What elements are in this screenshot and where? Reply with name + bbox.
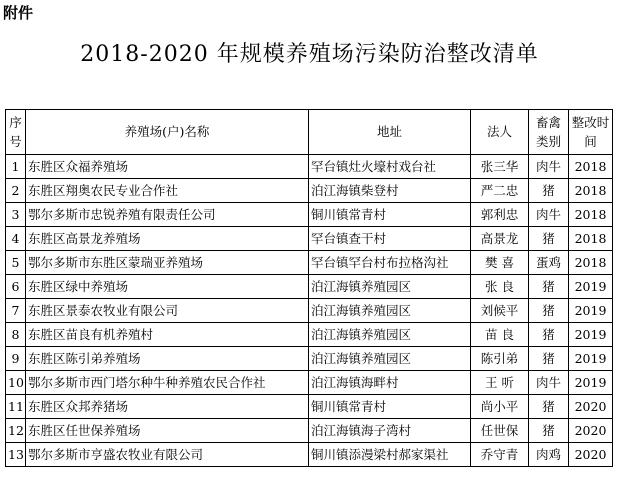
table-row — [6, 251, 613, 275]
cell-legal-rep: 苗 良 — [471, 323, 529, 347]
header-legal-rep: 法人 — [471, 110, 529, 155]
cell-farm-name: 东胜区众福养殖场 — [26, 155, 309, 179]
attachment-label: 附件 — [3, 4, 34, 22]
cell-livestock-type: 猪 — [529, 275, 569, 299]
table-row — [6, 443, 613, 467]
cell-legal-rep: 王 听 — [471, 371, 529, 395]
cell-livestock-type: 肉鸡 — [529, 443, 569, 467]
table-row — [6, 323, 613, 347]
cell-rectify-time: 2019 — [569, 323, 613, 347]
cell-farm-name: 东胜区绿中养殖场 — [26, 275, 309, 299]
cell-farm-name: 东胜区众邦养猪场 — [26, 395, 309, 419]
cell-farm-name: 鄂尔多斯市亨盛农牧业有限公司 — [26, 443, 309, 467]
cell-farm-name: 东胜区陈引弟养殖场 — [26, 347, 309, 371]
cell-rectify-time: 2018 — [569, 251, 613, 275]
cell-index: 4 — [6, 227, 26, 251]
cell-livestock-type: 肉牛 — [529, 203, 569, 227]
cell-livestock-type: 肉牛 — [529, 155, 569, 179]
cell-livestock-type: 蛋鸡 — [529, 251, 569, 275]
cell-address: 铜川镇常青村 — [309, 395, 471, 419]
cell-farm-name: 东胜区任世保养殖场 — [26, 419, 309, 443]
cell-index: 1 — [6, 155, 26, 179]
cell-livestock-type: 猪 — [529, 419, 569, 443]
cell-address: 泊江海镇养殖园区 — [309, 323, 471, 347]
cell-livestock-type: 猪 — [529, 299, 569, 323]
header-index: 序号 — [6, 110, 26, 155]
table-row — [6, 395, 613, 419]
cell-legal-rep: 任世保 — [471, 419, 529, 443]
rectification-table — [5, 109, 613, 467]
header-rectify-time: 整改时间 — [569, 110, 613, 155]
cell-legal-rep: 张 良 — [471, 275, 529, 299]
cell-livestock-type: 肉牛 — [529, 371, 569, 395]
cell-index: 8 — [6, 323, 26, 347]
cell-address: 罕台镇罕台村布拉格沟社 — [309, 251, 471, 275]
table-header-row — [6, 110, 613, 155]
cell-farm-name: 东胜区高景龙养殖场 — [26, 227, 309, 251]
cell-farm-name: 东胜区苗良有机养殖村 — [26, 323, 309, 347]
cell-legal-rep: 樊 喜 — [471, 251, 529, 275]
cell-address: 泊江海镇养殖园区 — [309, 299, 471, 323]
cell-address: 泊江海镇海子湾村 — [309, 419, 471, 443]
header-farm-name: 养殖场(户)名称 — [26, 110, 309, 155]
cell-address: 罕台镇查干村 — [309, 227, 471, 251]
cell-index: 9 — [6, 347, 26, 371]
cell-index: 12 — [6, 419, 26, 443]
table-row — [6, 227, 613, 251]
cell-index: 10 — [6, 371, 26, 395]
cell-address: 泊江海镇养殖园区 — [309, 347, 471, 371]
cell-rectify-time: 2019 — [569, 371, 613, 395]
cell-index: 3 — [6, 203, 26, 227]
cell-address: 铜川镇添漫梁村郝家渠社 — [309, 443, 471, 467]
table-row — [6, 203, 613, 227]
cell-livestock-type: 猪 — [529, 179, 569, 203]
table-row — [6, 347, 613, 371]
cell-address: 泊江海镇柴登村 — [309, 179, 471, 203]
table-row — [6, 275, 613, 299]
cell-address: 铜川镇常青村 — [309, 203, 471, 227]
header-address: 地址 — [309, 110, 471, 155]
cell-index: 7 — [6, 299, 26, 323]
table-row — [6, 179, 613, 203]
cell-legal-rep: 刘候平 — [471, 299, 529, 323]
cell-index: 6 — [6, 275, 26, 299]
cell-legal-rep: 尚小平 — [471, 395, 529, 419]
document-title: 2018-2020 年规模养殖场污染防治整改清单 — [80, 42, 539, 67]
cell-rectify-time: 2020 — [569, 395, 613, 419]
table-row — [6, 155, 613, 179]
cell-index: 13 — [6, 443, 26, 467]
cell-address: 泊江海镇养殖园区 — [309, 275, 471, 299]
cell-legal-rep: 张三华 — [471, 155, 529, 179]
cell-rectify-time: 2019 — [569, 299, 613, 323]
cell-rectify-time: 2019 — [569, 347, 613, 371]
table-body — [6, 155, 613, 467]
cell-legal-rep: 严二忠 — [471, 179, 529, 203]
cell-rectify-time: 2018 — [569, 179, 613, 203]
cell-livestock-type: 猪 — [529, 395, 569, 419]
cell-livestock-type: 猪 — [529, 323, 569, 347]
header-livestock-type: 畜禽类别 — [529, 110, 569, 155]
cell-rectify-time: 2020 — [569, 419, 613, 443]
cell-rectify-time: 2018 — [569, 155, 613, 179]
cell-index: 5 — [6, 251, 26, 275]
cell-legal-rep: 高景龙 — [471, 227, 529, 251]
cell-legal-rep: 陈引弟 — [471, 347, 529, 371]
cell-index: 11 — [6, 395, 26, 419]
cell-farm-name: 东胜区景泰农牧业有限公司 — [26, 299, 309, 323]
table-row — [6, 299, 613, 323]
table-row — [6, 371, 613, 395]
cell-address: 罕台镇灶火壕村戏台社 — [309, 155, 471, 179]
cell-legal-rep: 乔守青 — [471, 443, 529, 467]
cell-rectify-time: 2018 — [569, 227, 613, 251]
cell-livestock-type: 猪 — [529, 347, 569, 371]
cell-legal-rep: 郭利忠 — [471, 203, 529, 227]
cell-rectify-time: 2020 — [569, 443, 613, 467]
cell-address: 泊江海镇海畔村 — [309, 371, 471, 395]
cell-farm-name: 东胜区翔奥农民专业合作社 — [26, 179, 309, 203]
cell-farm-name: 鄂尔多斯市忠锐养殖有限责任公司 — [26, 203, 309, 227]
cell-farm-name: 鄂尔多斯市西门塔尔种牛种养殖农民合作社 — [26, 371, 309, 395]
cell-rectify-time: 2019 — [569, 275, 613, 299]
cell-rectify-time: 2018 — [569, 203, 613, 227]
table-row — [6, 419, 613, 443]
cell-farm-name: 鄂尔多斯市东胜区蒙瑞亚养殖场 — [26, 251, 309, 275]
cell-livestock-type: 猪 — [529, 227, 569, 251]
cell-index: 2 — [6, 179, 26, 203]
